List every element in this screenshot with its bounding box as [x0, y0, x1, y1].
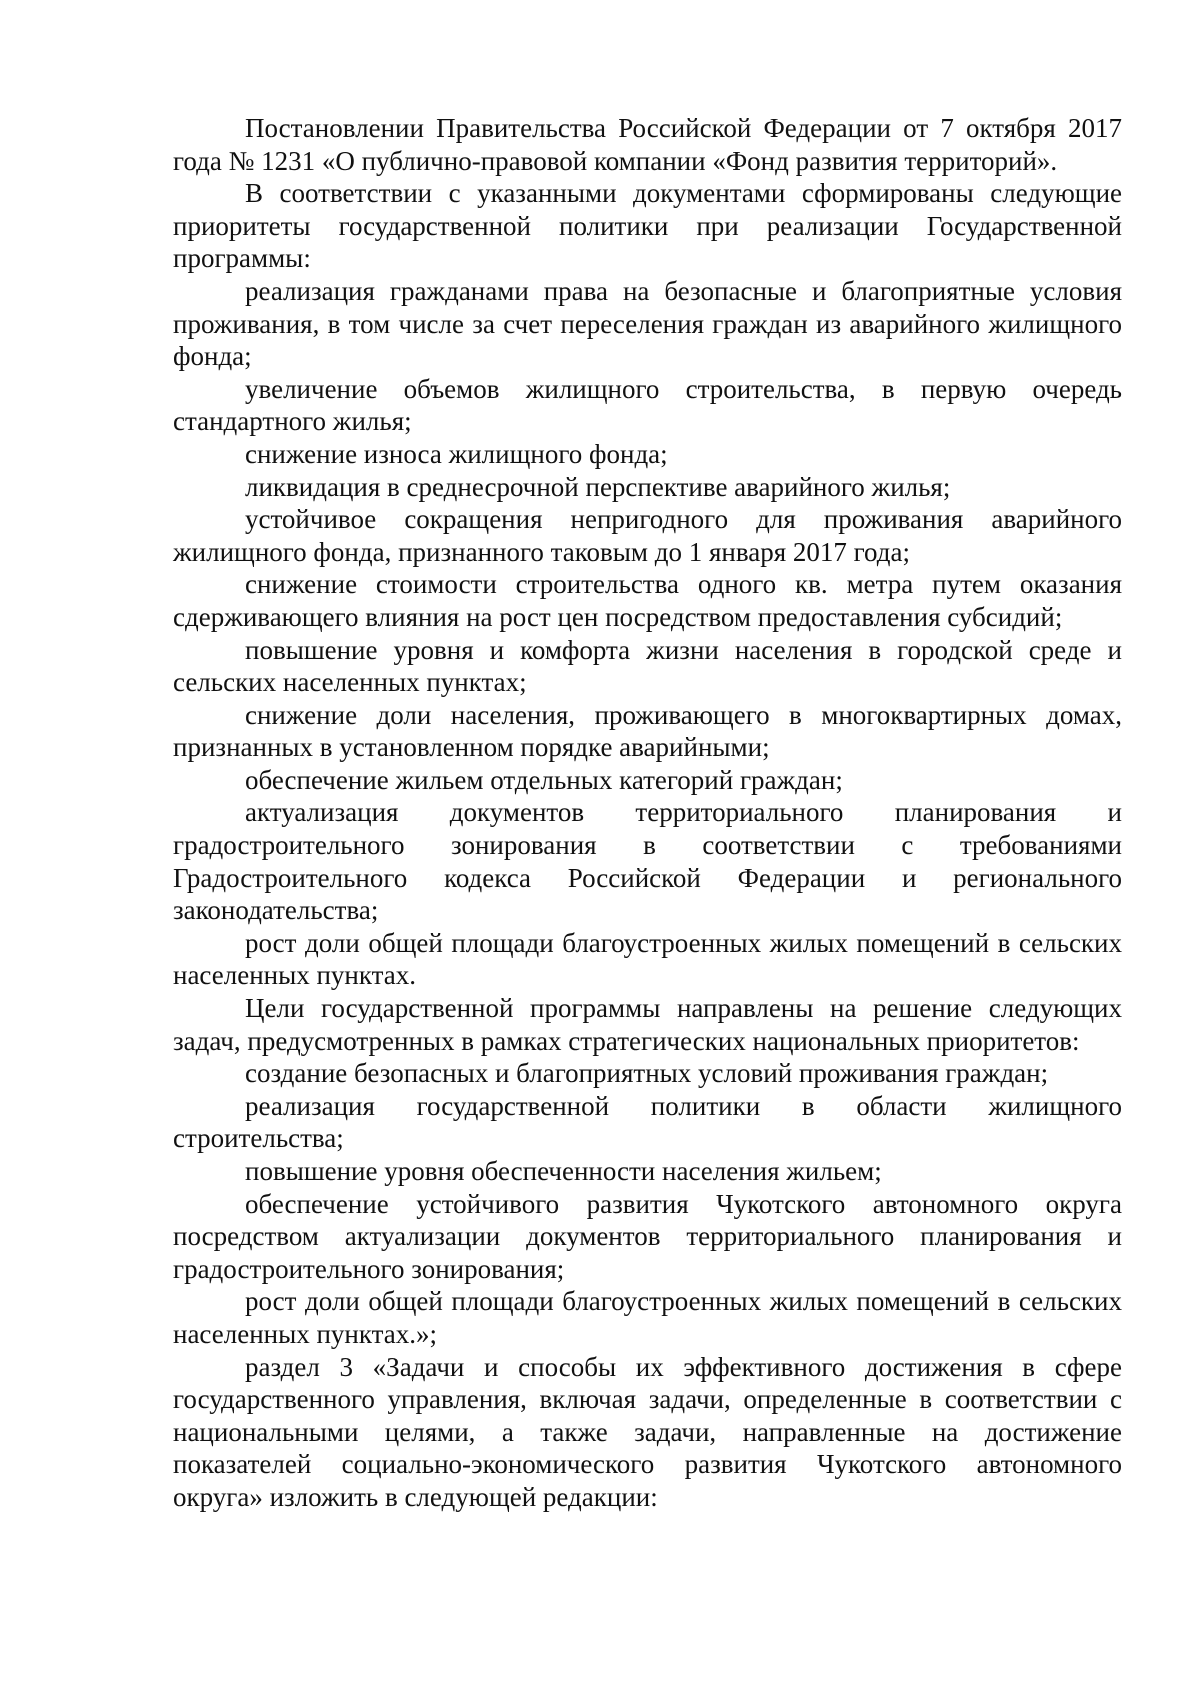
paragraph: В соответствии с указанными документами сформированы следующие приоритеты государственной политики при реализации Государственной программы: [173, 178, 1122, 274]
paragraph: Цели государственной программы направлены на решение следующих задач, предусмотренных в рамках стратегических национальных приоритетов: [173, 993, 1122, 1056]
paragraph: создание безопасных и благоприятных условий проживания граждан; [245, 1058, 1049, 1089]
paragraph: рост доли общей площади благоустроенных жилых помещений в сельских населенных пунктах. [173, 927, 1122, 991]
paragraph: обеспечение жильем отдельных категорий граждан; [245, 764, 843, 795]
paragraph: Постановлении Правительства Российской Федерации от 7 октября 2017 года № 1231 «О публично-правовой компании «Фонд развития территорий». [173, 113, 1122, 176]
paragraph: повышение уровня и комфорта жизни населения в городской среде и сельских населенных пунктах; [173, 634, 1122, 698]
paragraph: реализация государственной политики в области жилищного строительства; [173, 1090, 1122, 1154]
paragraph: актуализация документов территориального планирования и градостроительного зонирования в соответствии с требованиями Градостроительного кодекса Российской Федерации и регионального законодательства; [173, 797, 1122, 926]
paragraph: ликвидация в среднесрочной перспективе аварийного жилья; [245, 471, 951, 502]
paragraph: снижение стоимости строительства одного кв. метра путем оказания сдерживающего влияния на рост цен посредством предоставления субсидий; [173, 569, 1122, 632]
paragraph: рост доли общей площади благоустроенных жилых помещений в сельских населенных пунктах.»; [173, 1286, 1122, 1349]
paragraph: реализация гражданами права на безопасные и благоприятные условия проживания, в том числе за счет переселения граждан из аварийного жилищного фонда; [173, 275, 1122, 372]
paragraph: увеличение объемов жилищного строительства, в первую очередь стандартного жилья; [173, 373, 1122, 437]
paragraph: снижение износа жилищного фонда; [245, 438, 668, 469]
paragraph: обеспечение устойчивого развития Чукотского автономного округа посредством актуализации документов территориального планирования и градостроительного зонирования; [173, 1188, 1122, 1284]
paragraph: устойчивое сокращения непригодного для проживания аварийного жилищного фонда, признанного таковым до 1 января 2017 года; [173, 504, 1122, 567]
paragraph: повышение уровня обеспеченности населения жильем; [245, 1156, 882, 1186]
paragraph: снижение доли населения, проживающего в многоквартирных домах, признанных в установленном порядке аварийными; [173, 699, 1122, 763]
document-page [173, 112, 1122, 1514]
paragraph: раздел 3 «Задачи и способы их эффективного достижения в сфере государственного управления, включая задачи, определенные в соответствии с национальными целями, а также задачи, направленные на достижение показателей социально-экономического развития Чукотского автономного округа» изложить в следующей редакции: [173, 1351, 1122, 1512]
